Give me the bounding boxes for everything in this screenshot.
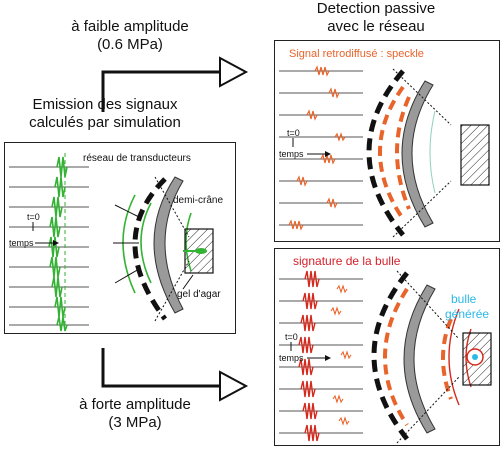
passive-detection-title <box>296 0 456 36</box>
bubble-panel <box>274 248 500 446</box>
high-amplitude-text: à forte amplitude <box>79 396 191 413</box>
bubble-time: temps <box>279 353 304 363</box>
emission-panel <box>4 142 236 334</box>
speckle-time: temps <box>279 149 304 159</box>
speckle-signals <box>289 67 345 229</box>
emission-t0: t=0 <box>27 212 40 222</box>
low-amplitude-value: (0.6 MPa) <box>97 36 163 53</box>
half-skull-label: demi-crâne <box>173 195 224 206</box>
emission-title-line1: Emission des signaux <box>32 96 178 113</box>
emission-diagram <box>5 143 237 335</box>
high-amplitude-value: (3 MPa) <box>108 414 162 431</box>
emitted-signals <box>49 157 67 331</box>
speckle-title: Signal retrodiffusé : speckle <box>289 48 424 60</box>
emission-title <box>0 96 210 132</box>
passive-detection-line1: Detection passive <box>316 0 436 17</box>
bubble-diagram <box>275 249 501 447</box>
bubble-t0: t=0 <box>285 332 298 342</box>
bubble-label-line1: bulle <box>451 292 477 306</box>
low-amplitude-text: à faible amplitude <box>71 18 189 35</box>
passive-detection-line2: avec le réseau <box>327 18 425 35</box>
speckle-diagram <box>275 41 501 243</box>
emission-title-line2: calculés par simulation <box>29 114 181 131</box>
emission-time: temps <box>9 238 34 248</box>
high-amplitude-label <box>60 396 210 432</box>
speckle-panel <box>274 40 500 242</box>
bubble-signature-title: signature de la bulle <box>293 254 401 268</box>
agar-gel-label: gel d'agar <box>177 289 221 300</box>
speckle-gel-box <box>461 125 489 185</box>
speckle-t0: t=0 <box>287 128 300 138</box>
bubble-label-line2: générée <box>445 307 490 321</box>
transducer-array-label: réseau de transducteurs <box>83 153 191 164</box>
